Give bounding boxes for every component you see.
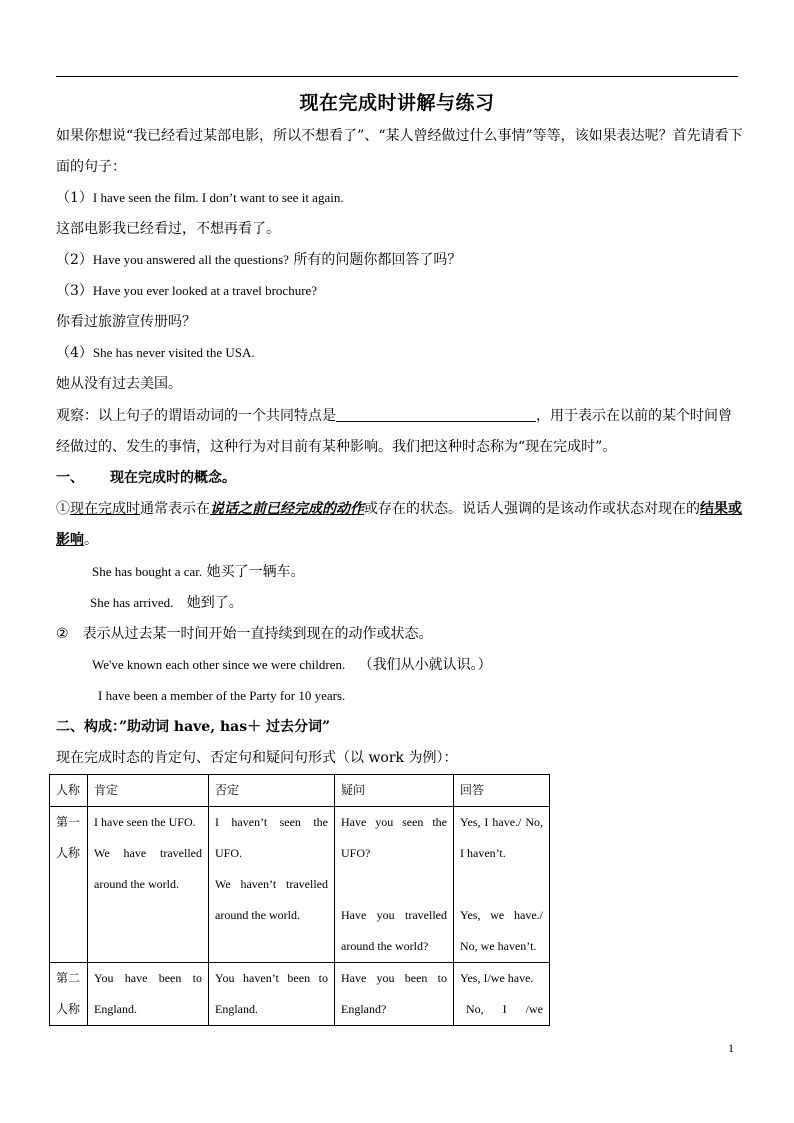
cell-line: 人称 — [56, 846, 81, 860]
circled-number: ① — [56, 501, 70, 517]
cell-line: We haven’t travelled — [215, 877, 328, 891]
concept-2-example-1 — [92, 655, 492, 675]
section-1-heading — [56, 468, 236, 488]
example-english: She has never visited the USA. — [92, 345, 255, 360]
cell-line: around the world. — [215, 908, 300, 922]
forms-table — [49, 774, 550, 1026]
concept-1-line-2 — [56, 530, 98, 550]
section-2-heading: 二、构成：”助动词 have, has＋ 过去分词” — [56, 719, 331, 735]
header-person: 人称 — [50, 775, 88, 807]
cell-line: I haven’t seen the — [215, 815, 328, 829]
cell-line: around the world? — [341, 939, 429, 953]
header-affirmative: 肯定 — [88, 775, 209, 807]
observe-text: 观察：以上句子的谓语动词的一个共同特点是 — [56, 408, 336, 424]
example-english: She has bought a car. — [92, 564, 203, 579]
table-intro: 现在完成时态的肯定句、否定句和疑问句形式（以 work 为例）： — [56, 750, 458, 766]
example-english: I have been a member of the Party for 10 years. — [98, 688, 346, 703]
affirmative-cell — [88, 807, 209, 963]
question-cell — [335, 807, 454, 963]
example-3 — [56, 281, 317, 301]
affirmative-cell — [88, 963, 209, 1026]
cell-line: England. — [94, 1002, 137, 1016]
section-number: 一、 — [56, 470, 84, 486]
cell-line: Yes, we have./ — [460, 908, 543, 922]
cell-line: 第一 — [56, 815, 81, 829]
example-number: （2） — [56, 252, 93, 268]
fill-in-blank[interactable] — [336, 407, 536, 422]
example-translation: 她买了一辆车。 — [206, 564, 305, 580]
answer-cell — [454, 807, 550, 963]
observe-text-after: ，用于表示在以前的某个时间曾 — [536, 408, 732, 424]
negative-cell — [209, 807, 335, 963]
cell-line: No, I /we — [466, 1002, 543, 1016]
concept-2-example-2 — [98, 686, 345, 706]
concept-1-example-1 — [92, 562, 305, 582]
example-english: Have you answered all the questions? — [92, 252, 289, 267]
table-row — [50, 807, 550, 963]
cell-line: I haven’t. — [460, 846, 506, 860]
cell-line: You have been to — [94, 971, 202, 985]
cell-line: UFO. — [215, 846, 243, 860]
concept-1-example-2 — [90, 593, 243, 613]
negative-cell — [209, 963, 335, 1026]
cell-line: England. — [215, 1002, 258, 1016]
example-number: （3） — [56, 283, 93, 299]
example-1-translation: 这部电影我已经看过，不想再看了。 — [56, 221, 280, 237]
observe-line-2: 经做过的、发生的事情，这种行为对目前有某种影响。我们把这种时态称为“现在完成时”。 — [56, 439, 617, 455]
text: 表示从过去某一时间开始一直持续到现在的动作或状态。 — [82, 626, 433, 642]
emphasis: 结果或 — [700, 501, 742, 517]
section-title: 现在完成时的概念。 — [110, 470, 236, 486]
cell-line: UFO? — [341, 846, 371, 860]
answer-cell — [454, 963, 550, 1026]
example-english: She has arrived. — [90, 595, 174, 610]
table-row — [50, 963, 550, 1026]
emphasis: 说话之前已经完成的动作 — [210, 501, 364, 517]
example-english: We've known each other since we were children. — [92, 657, 346, 672]
cell-line: Have you been to — [341, 971, 447, 985]
cell-line: No, we haven’t. — [460, 939, 537, 953]
page-title: 现在完成时讲解与练习 — [299, 92, 495, 114]
concept-2 — [56, 624, 433, 644]
text: 通常表示在 — [140, 501, 210, 517]
cell-line: Yes, I/we have. — [460, 971, 534, 985]
example-english: I have seen the film. I don’t want to see it again. — [92, 190, 344, 205]
example-1 — [56, 188, 344, 208]
example-4-translation: 她从没有过去美国。 — [56, 376, 182, 392]
cell-line: You haven’t been to — [215, 971, 328, 985]
header-rule — [56, 76, 738, 77]
example-4 — [56, 343, 255, 363]
intro-line-2: 面的句子： — [56, 159, 126, 175]
circled-number: ② — [56, 626, 69, 642]
cell-line: England? — [341, 1002, 387, 1016]
example-2 — [56, 250, 461, 270]
page-number: 1 — [728, 1041, 734, 1055]
cell-line: Have you travelled — [341, 908, 447, 922]
example-translation: （我们从小就认识。） — [358, 657, 492, 673]
person-cell — [50, 807, 88, 963]
intro-line-1: 如果你想说“我已经看过某部电影，所以不想看了”、“某人曾经做过什么事情”等等，该如果表达呢？首先请看下 — [56, 128, 743, 144]
emphasis: 影响 — [56, 532, 84, 548]
header-question: 疑问 — [335, 775, 454, 807]
cell-line: 人称 — [56, 1002, 81, 1016]
cell-line: We have travelled — [94, 846, 202, 860]
header-answer: 回答 — [454, 775, 550, 807]
question-cell — [335, 963, 454, 1026]
person-cell — [50, 963, 88, 1026]
cell-line: Yes, I have./ No, — [460, 815, 543, 829]
example-number: （1） — [56, 190, 93, 206]
cell-line: I have seen the UFO. — [94, 815, 196, 829]
observe-line-1 — [56, 406, 732, 426]
example-translation: 所有的问题你都回答了吗？ — [293, 252, 462, 268]
term: 现在完成时 — [70, 501, 140, 517]
table-header-row — [50, 775, 550, 807]
cell-line: Have you seen the — [341, 815, 447, 829]
text: 。 — [84, 532, 98, 548]
example-3-translation: 你看过旅游宣传册吗？ — [56, 314, 196, 330]
example-number: （4） — [56, 345, 93, 361]
example-english: Have you ever looked at a travel brochure? — [92, 283, 318, 298]
header-negative: 否定 — [209, 775, 335, 807]
cell-line: around the world. — [94, 877, 179, 891]
example-translation: 她到了。 — [186, 595, 243, 611]
text: 或存在的状态。说话人强调的是该动作或状态对现在的 — [364, 501, 700, 517]
cell-line: 第二 — [56, 971, 81, 985]
concept-1-line-1 — [56, 499, 742, 519]
